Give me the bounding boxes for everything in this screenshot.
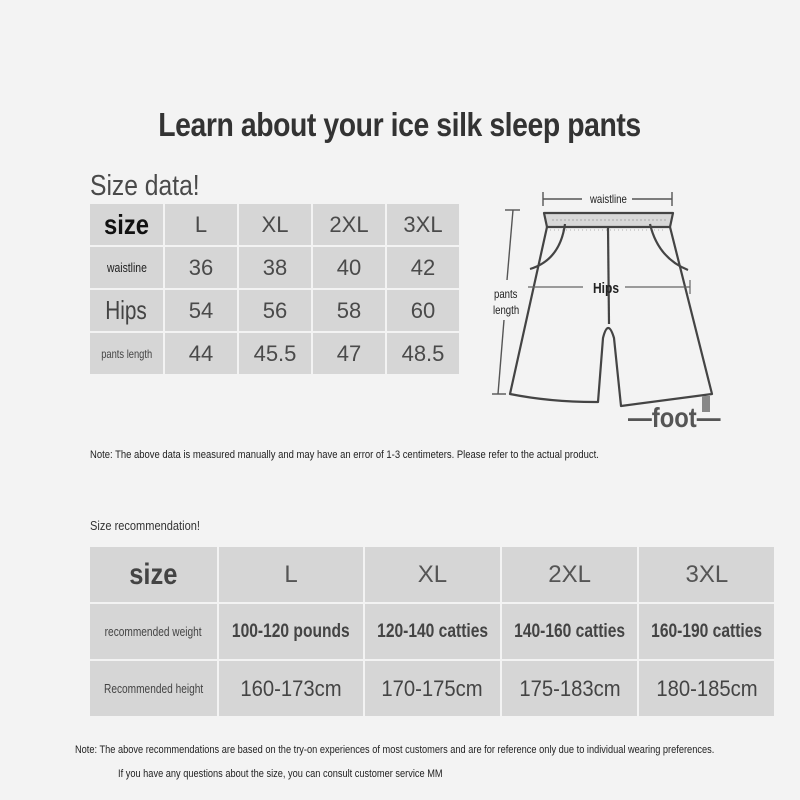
- header-size-3xl: 3XL: [387, 204, 459, 245]
- row-label-recommended-height: Recommended height: [90, 661, 217, 716]
- size-data-heading: Size data!: [90, 170, 200, 202]
- measurement-note: Note: The above data is measured manually and may have an error of 1-3 centimeters. Please refer to the actual product.: [90, 449, 599, 461]
- table-cell: 40: [313, 247, 385, 288]
- table-header-row: [90, 547, 774, 602]
- pants-label: pants: [494, 287, 518, 301]
- table-row-hips: [90, 290, 459, 331]
- foot-label: —foot—: [628, 402, 721, 433]
- contact-note: If you have any questions about the size, you can consult customer service MM: [118, 768, 443, 780]
- size-data-table: [88, 202, 461, 376]
- header-size-l: L: [219, 547, 363, 602]
- header-size-xl: XL: [365, 547, 500, 602]
- table-row-waistline: [90, 247, 459, 288]
- table-cell: 48.5: [387, 333, 459, 374]
- size-recommendation-table: [88, 545, 776, 718]
- table-cell: 140-160 catties: [502, 604, 637, 659]
- header-size-l: L: [165, 204, 237, 245]
- table-header-row: [90, 204, 459, 245]
- table-cell: 170-175cm: [365, 661, 500, 716]
- table-row-weight: [90, 604, 774, 659]
- table-cell: 54: [165, 290, 237, 331]
- header-size-3xl: 3XL: [639, 547, 774, 602]
- table-cell: 45.5: [239, 333, 311, 374]
- table-cell: 160-173cm: [219, 661, 363, 716]
- page-title: Learn about your ice silk sleep pants: [158, 106, 642, 143]
- table-cell: 44: [165, 333, 237, 374]
- header-size-cell: size: [90, 547, 217, 602]
- table-cell: 42: [387, 247, 459, 288]
- table-cell: 38: [239, 247, 311, 288]
- row-label-hips: Hips: [90, 290, 163, 331]
- table-cell: 58: [313, 290, 385, 331]
- table-cell: 160-190 catties: [639, 604, 774, 659]
- hips-label: Hips: [593, 280, 620, 297]
- row-label-waistline: waistline: [90, 247, 163, 288]
- table-row-pants-length: [90, 333, 459, 374]
- table-row-height: [90, 661, 774, 716]
- pants-diagram: [480, 180, 740, 440]
- table-cell: 36: [165, 247, 237, 288]
- header-size-xl: XL: [239, 204, 311, 245]
- table-cell: 100-120 pounds: [219, 604, 363, 659]
- size-recommendation-heading: Size recommendation!: [90, 518, 200, 533]
- table-cell: 180-185cm: [639, 661, 774, 716]
- table-cell: 120-140 catties: [365, 604, 500, 659]
- header-size-2xl: 2XL: [502, 547, 637, 602]
- length-label: length: [493, 303, 520, 317]
- row-label-pants-length: pants length: [90, 333, 163, 374]
- recommendation-note: Note: The above recommendations are based on the try-on experiences of most customers and are for reference only due to individual wearing preferences.: [75, 744, 715, 756]
- table-cell: 56: [239, 290, 311, 331]
- header-size-cell: size: [90, 204, 163, 245]
- table-cell: 60: [387, 290, 459, 331]
- table-cell: 47: [313, 333, 385, 374]
- header-size-2xl: 2XL: [313, 204, 385, 245]
- row-label-recommended-weight: recommended weight: [90, 604, 217, 659]
- waistline-label: waistline: [590, 192, 627, 206]
- table-cell: 175-183cm: [502, 661, 637, 716]
